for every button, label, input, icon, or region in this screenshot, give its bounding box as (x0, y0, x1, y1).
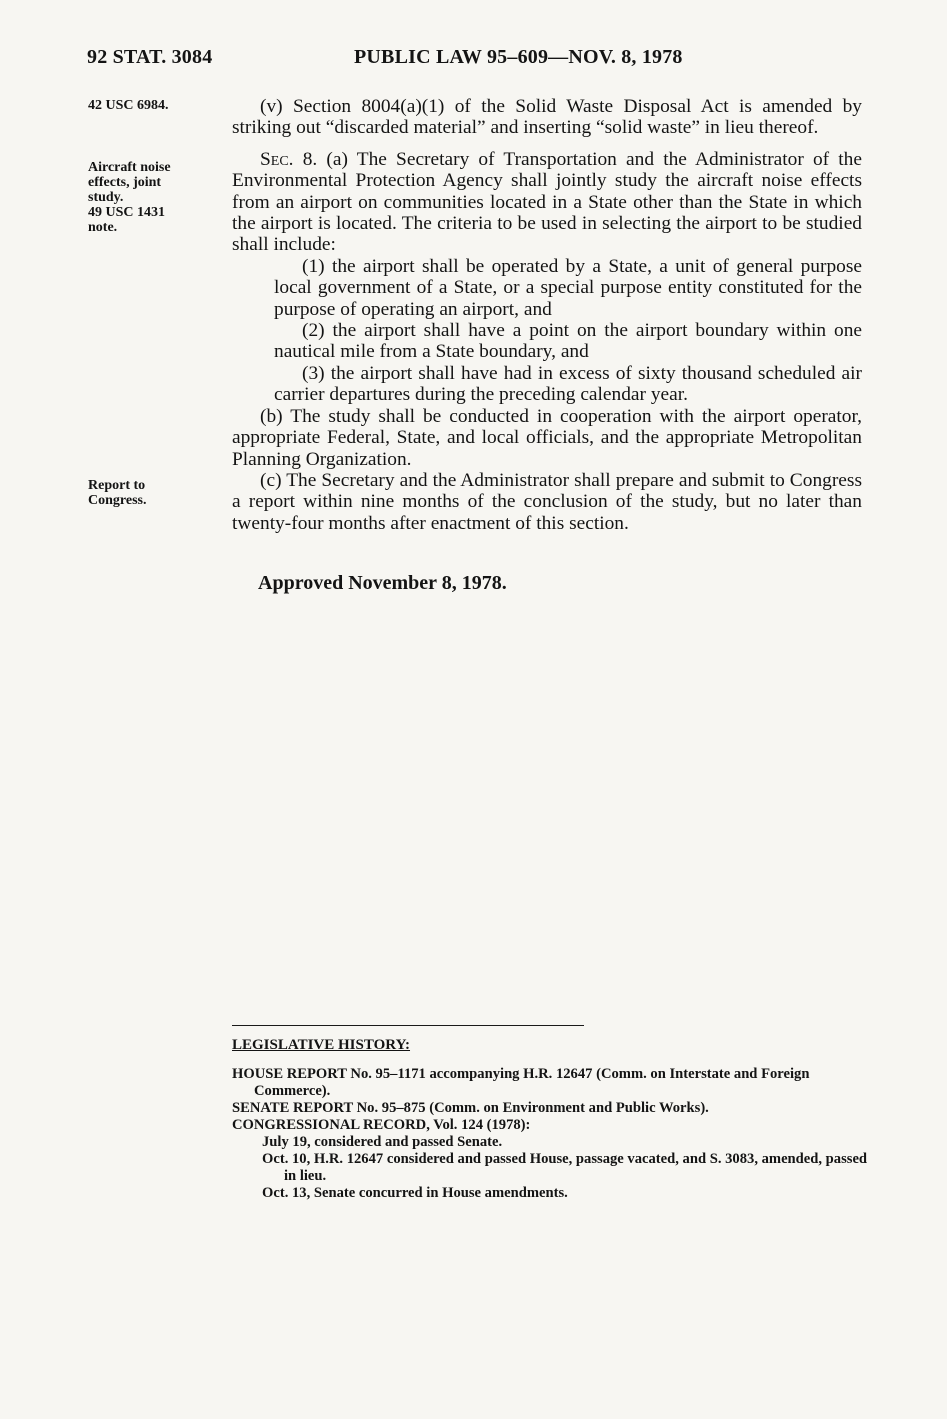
section-8-a (232, 149, 862, 256)
margin-note-aircraft-noise (88, 160, 171, 235)
paragraph-c: (c) The Secretary and the Administrator shall prepare and submit to Congress a report within nine months of the conclusion of the study, but no later than twenty-four months after enactment of this section. (232, 469, 862, 534)
margin-note-line: Report to (88, 478, 146, 493)
record-entry: Oct. 13, Senate concurred in House amendments. (262, 1185, 568, 1201)
record-entry: July 19, considered and passed Senate. (262, 1134, 503, 1150)
margin-note-usc-6984 (88, 98, 169, 113)
house-report: HOUSE REPORT No. 95–1171 accompanying H.R. 12647 (Comm. on Interstate and Foreign Commerce). (232, 1066, 810, 1099)
margin-note-line: effects, joint (88, 175, 162, 190)
section-label: Sec. 8. (260, 148, 318, 170)
page-header (87, 46, 867, 76)
criterion-2: (2) the airport shall have a point on the airport boundary within one nautical mile from a State boundary, and (274, 320, 862, 363)
legislative-history-title: LEGISLATIVE HISTORY: (232, 1037, 411, 1053)
criterion-1: (1) the airport shall be operated by a State, a unit of general purpose local government of a State, or a special purpose entity constituted for the purpose of operating an airport, and (274, 255, 862, 320)
margin-note-text: 42 USC 6984. (88, 98, 169, 113)
criterion-3: (3) the airport shall have had in excess of sixty thousand scheduled air carrier departures during the preceding calendar year. (274, 362, 862, 406)
margin-note-line: study. (88, 190, 124, 205)
margin-note-line: Aircraft noise (88, 160, 171, 175)
statute-citation: 92 STAT. 3084 (87, 46, 213, 68)
legislative-history (232, 1037, 872, 1202)
approval-date: Approved November 8, 1978. (258, 572, 507, 594)
paragraph-v: (v) Section 8004(a)(1) of the Solid Waste Disposal Act is amended by striking out “discarded material” and inserting “solid waste” in lieu thereof. (232, 96, 862, 139)
section-8-a-text: (a) The Secretary of Transportation and the Administrator of the Environmental Protection Agency shall jointly study the aircraft noise effects from an airport on communities located in a State other than the State in which the airport is located. The criteria to be used in selecting the airport to be studied shall include: (232, 148, 862, 256)
congressional-record: CONGRESSIONAL RECORD, Vol. 124 (1978): (232, 1117, 531, 1133)
paragraph-b: (b) The study shall be conducted in cooperation with the airport operator, appropriate Federal, State, and local officials, and the appropriate Metropolitan Planning Organization. (232, 405, 862, 470)
statute-body (232, 96, 862, 534)
margin-note-line: 49 USC 1431 (88, 205, 166, 220)
margin-note-line: Congress. (88, 493, 147, 508)
record-entry: Oct. 10, H.R. 12647 considered and passed House, passage vacated, and S. 3083, amended, passed in lieu. (262, 1151, 868, 1184)
divider-rule (232, 1025, 584, 1026)
margin-note-line: note. (88, 220, 118, 235)
margin-note-report-to-congress (88, 478, 146, 508)
senate-report: SENATE REPORT No. 95–875 (Comm. on Environment and Public Works). (232, 1100, 709, 1116)
public-law-title: PUBLIC LAW 95–609—NOV. 8, 1978 (354, 46, 683, 68)
